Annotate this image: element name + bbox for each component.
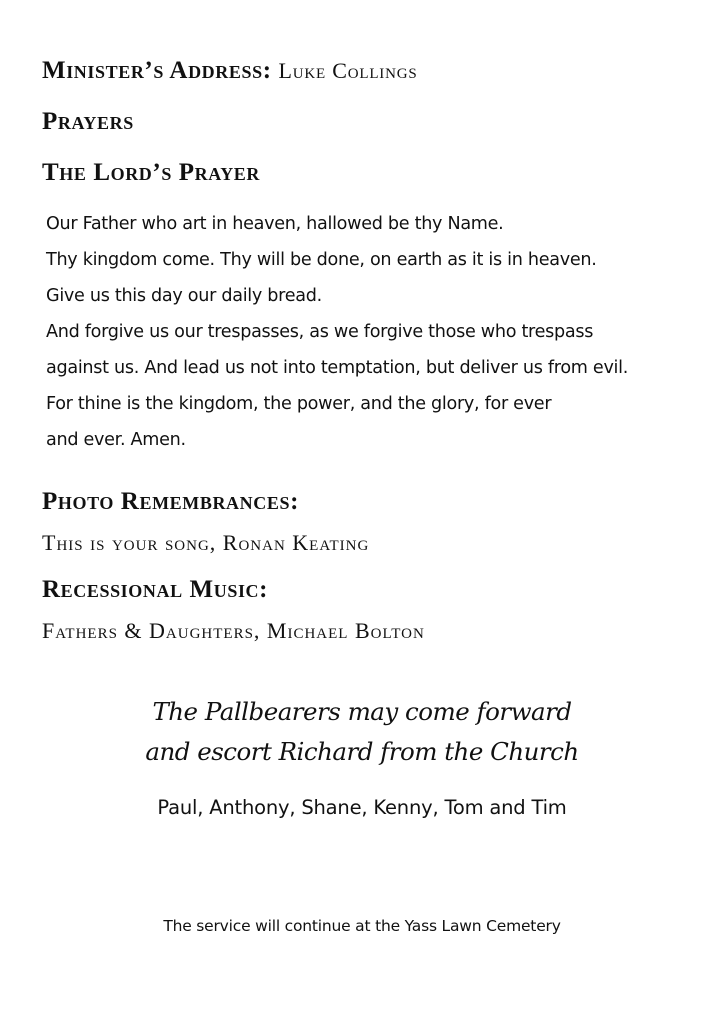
pallbearer-names: Paul, Anthony, Shane, Kenny, Tom and Tim <box>157 796 567 819</box>
lords-prayer-text <box>46 209 628 461</box>
footer-note: The service will continue at the Yass Lawn Cemetery <box>163 917 561 935</box>
prayer-line: against us. And lead us not into temptation, but deliver us from evil. <box>46 358 629 378</box>
photo-remembrances-heading: Photo Remembrances: <box>42 488 299 515</box>
prayer-line: Give us this day our daily bread. <box>46 286 322 306</box>
recessional-music-heading: Recessional Music: <box>42 576 269 603</box>
prayer-line: For thine is the kingdom, the power, and the glory, for ever <box>46 394 552 414</box>
prayers-heading: Prayers <box>42 108 134 135</box>
prayer-line: Our Father who art in heaven, hallowed be thy Name. <box>46 214 504 234</box>
prayer-line: and ever. Amen. <box>46 430 186 450</box>
prayer-line: Thy kingdom come. Thy will be done, on earth as it is in heaven. <box>46 250 597 270</box>
pallbearers-line-1: The Pallbearers may come forward <box>152 697 572 726</box>
minister-name: Luke Collings <box>278 58 418 83</box>
pallbearers-line-2: and escort Richard from the Church <box>145 737 579 766</box>
photo-remembrances-song: This is your song, Ronan Keating <box>42 530 370 555</box>
ministers-address-label: Minister’s Address: <box>42 57 272 84</box>
ministers-address-heading <box>42 57 418 85</box>
recessional-music-song: Fathers & Daughters, Michael Bolton <box>42 618 425 643</box>
prayer-line: And forgive us our trespasses, as we forgive those who trespass <box>46 322 594 342</box>
lords-prayer-heading: The Lord’s Prayer <box>42 159 261 186</box>
